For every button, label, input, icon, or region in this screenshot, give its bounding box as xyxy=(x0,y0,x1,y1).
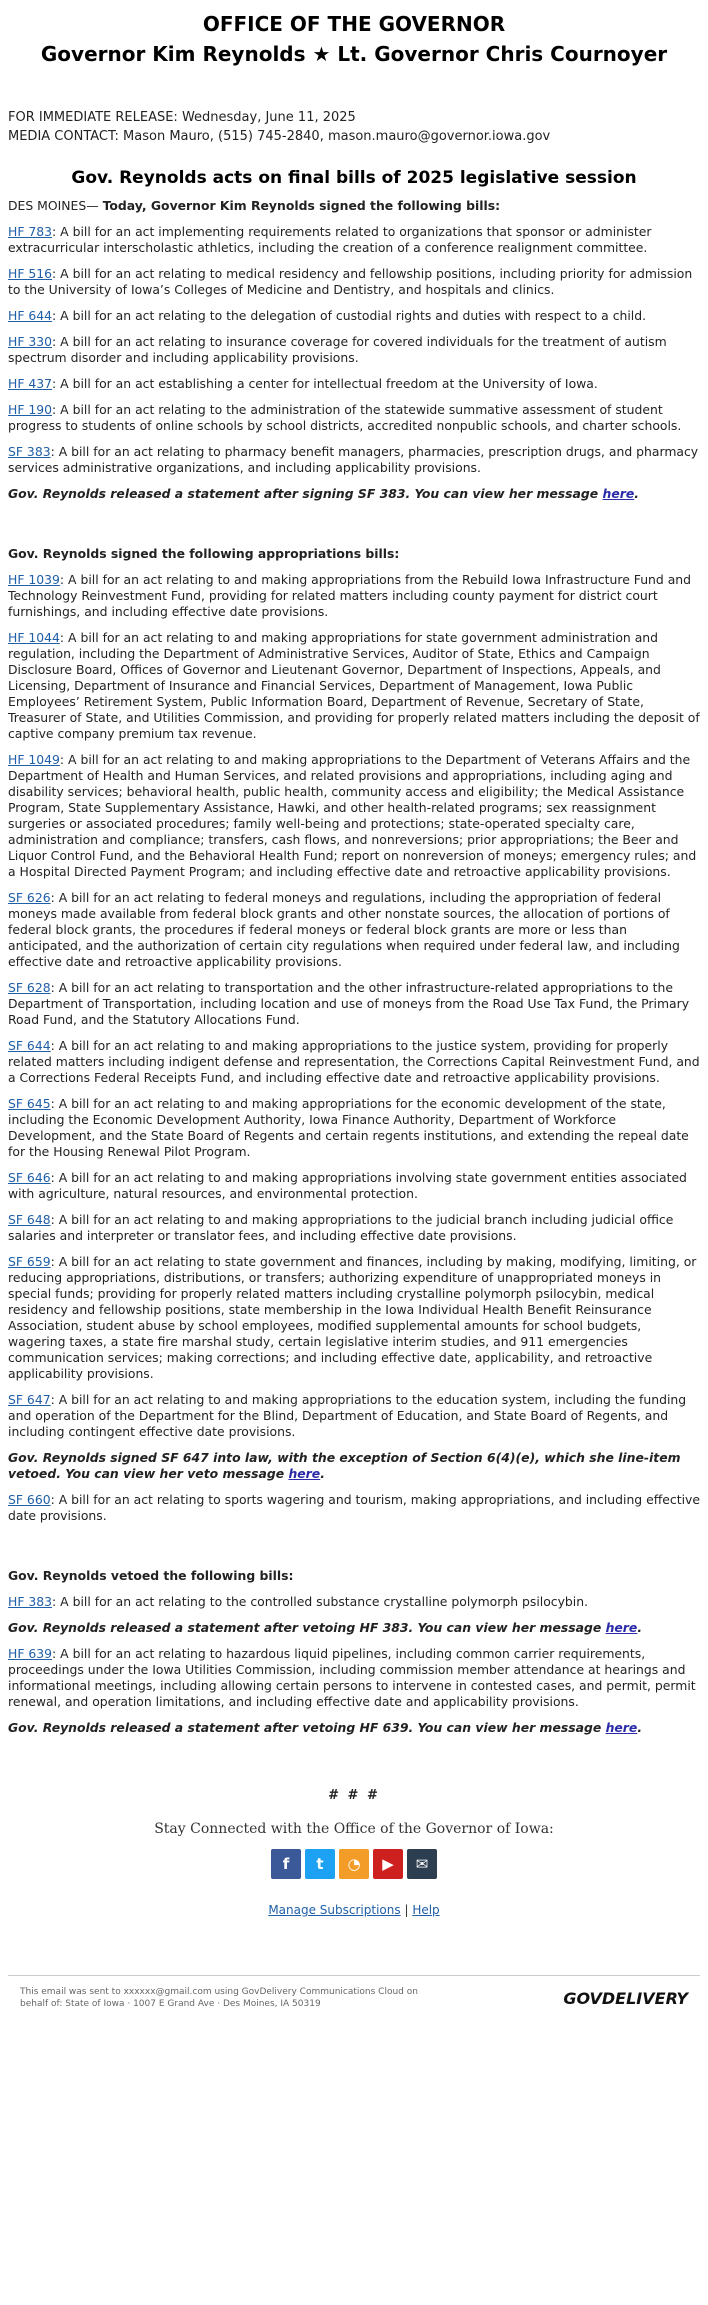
bill-description: : A bill for an act relating to and making appropriations for the economic development of the state, including the Economic Development Authority, Iowa Finance Authority, Department of Workforce Development, and the State Board of Regents and certain regents institutions, and extending the repeal date for the Housing Renewal Pilot Program. xyxy=(8,1096,689,1159)
statement-sf647 xyxy=(8,1450,700,1482)
dateline-prefix: DES MOINES— xyxy=(8,198,103,213)
bill-link[interactable]: SF 648 xyxy=(8,1212,51,1227)
bill-description: : A bill for an act relating to hazardous liquid pipelines, including common carrier requirements, proceedings under the Iowa Utilities Commission, including commission member attendance at hearings and informational meetings, including allowing certain persons to intervene in contested cases, and permit, permit renewal, and operation limitations, and including effective date and applicability provisions. xyxy=(8,1646,696,1709)
bill-item xyxy=(8,1254,700,1382)
bill-link[interactable]: SF 646 xyxy=(8,1170,51,1185)
bill-item xyxy=(8,1096,700,1160)
bill-item xyxy=(8,572,700,620)
bill-item xyxy=(8,376,700,392)
bill-link[interactable]: SF 647 xyxy=(8,1392,51,1407)
bill-link[interactable]: HF 783 xyxy=(8,224,53,239)
govdelivery-icon[interactable]: ✉ xyxy=(407,1849,437,1879)
footer xyxy=(8,1975,700,2010)
statement-text: Gov. Reynolds released a statement after signing SF 383. You can view her message xyxy=(8,486,603,501)
dateline-text: Today, Governor Kim Reynolds signed the following bills: xyxy=(102,198,501,213)
office-title: OFFICE OF THE GOVERNOR xyxy=(202,12,506,36)
bill-description: : A bill for an act relating to and making appropriations for state government administration and regulation, including the Department of Administrative Services, Auditor of State, Ethics and Campaign Disclosure Board, Offices of Governor and Lieutenant Governor, Department of Inspections, Appeals, and Licensing, Department of Insurance and Financial Services, Department of Management, Iowa Public Employees’ Retirement System, Public Information Board, Department of Revenue, Secretary of State, Treasurer of State, and Utilities Commission, and providing for properly related matters including the deposit of captive company premium tax revenue. xyxy=(8,630,700,741)
manage-subscriptions-link[interactable]: Manage Subscriptions xyxy=(268,1903,401,1917)
bill-description: : A bill for an act relating to the controlled substance crystalline polymorph psilocybin. xyxy=(52,1594,589,1609)
bill-item xyxy=(8,1646,700,1710)
bill-item xyxy=(8,980,700,1028)
governors-title: Governor Kim Reynolds ★ Lt. Governor Chris Cournoyer xyxy=(40,42,668,66)
statement-end: . xyxy=(637,1620,643,1635)
social-icons xyxy=(8,1849,700,1879)
footer-text: This email was sent to xxxxxx@gmail.com using GovDelivery Communications Cloud on behalf of: State of Iowa · 1007 E Grand Ave · Des Moines, IA 50319 xyxy=(20,1987,418,2009)
appropriations-title: Gov. Reynolds signed the following appropriations bills: xyxy=(8,546,400,561)
bill-item xyxy=(8,402,700,434)
media-contact: MEDIA CONTACT: Mason Mauro, (515) 745-2840, mason.mauro@governor.iowa.gov xyxy=(8,129,551,144)
bill-item xyxy=(8,224,700,256)
bill-description: : A bill for an act establishing a center for intellectual freedom at the University of Iowa. xyxy=(52,376,598,391)
bill-link[interactable]: HF 639 xyxy=(8,1646,53,1661)
bill-description: : A bill for an act relating to and making appropriations to the justice system, providing for properly related matters including indigent defense and representation, the Corrections Capital Reinvestment Fund, and a Corrections Federal Receipts Fund, and including effective date and retroactive applicability provisions. xyxy=(8,1038,700,1085)
bill-item xyxy=(8,630,700,742)
statement-text: Gov. Reynolds released a statement after vetoing HF 639. You can view her message xyxy=(8,1720,606,1735)
statement-sf383 xyxy=(8,486,700,502)
bill-link[interactable]: SF 660 xyxy=(8,1492,51,1507)
bill-description: : A bill for an act relating to and making appropriations to the education system, including the funding and operation of the Department for the Blind, Department of Education, and State Board of Regents, and including contingent effective date provisions. xyxy=(8,1392,687,1439)
bill-link[interactable]: HF 437 xyxy=(8,376,53,391)
rss-icon[interactable]: ◔ xyxy=(339,1849,369,1879)
bill-description: : A bill for an act relating to sports wagering and tourism, making appropriations, and including effective date provisions. xyxy=(8,1492,700,1523)
bill-item xyxy=(8,752,700,880)
bill-description: : A bill for an act relating to and making appropriations to the Department of Veterans Affairs and the Department of Health and Human Services, and related provisions and appropriations, including aging and disability services; behavioral health, public health, community access and eligibility; the Medical Assistance Program, State Supplementary Assistance, Hawki, and other health-related programs; sex reassignment surgeries or associated procedures; family well-being and protections; state-operated specialty care, administration and compliance; transfers, cash flows, and nonreversions; prior appropriations; the Beer and Liquor Control Fund, and the Behavioral Health Fund; report on nonreversion of moneys; emergency rules; and a Hospital Directed Payment Program; and including effective date and retroactive applicability provisions. xyxy=(8,752,697,879)
bill-item xyxy=(8,334,700,366)
bill-description: : A bill for an act relating to and making appropriations from the Rebuild Iowa Infrastructure Fund and Technology Reinvestment Fund, providing for related matters including county payment for district court furnishings, and including effective date provisions. xyxy=(8,572,692,619)
bill-link[interactable]: SF 659 xyxy=(8,1254,51,1269)
bill-item xyxy=(8,1170,700,1202)
link-separator: | xyxy=(404,1903,409,1917)
bill-description: : A bill for an act relating to transportation and the other infrastructure-related appropriations to the Department of Transportation, including location and use of moneys from the Road Use Tax Fund, the Primary Road Fund, and the Statutory Allocations Fund. xyxy=(8,980,690,1027)
bill-description: : A bill for an act relating to and making appropriations to the judicial branch including judicial office salaries and interpreter or translator fees, and including effective date provisions. xyxy=(8,1212,674,1243)
headline: Gov. Reynolds acts on final bills of 2025 legislative session xyxy=(71,168,637,188)
bill-link[interactable]: SF 644 xyxy=(8,1038,51,1053)
bill-description: : A bill for an act relating to pharmacy benefit managers, pharmacies, prescription drugs, and pharmacy services administrative organizations, and including applicability provisions. xyxy=(8,444,699,475)
bill-description: : A bill for an act relating to state government and finances, including by making, modifying, limiting, or reducing appropriations, distributions, or transfers; authorizing expenditure of unappropriated moneys in special funds; providing for properly related matters including crystalline polymorph psilocybin, medical residency and fellowship positions, state membership in the Iowa Individual Health Benefit Reinsurance Association, student abuse by school employees, modified supplemental amounts for school budgets, wagering taxes, a state fire marshal study, certain legislative interim studies, and 911 emergencies communication services; making corrections; and including effective date, applicability, and retroactive applicability provisions. xyxy=(8,1254,697,1381)
vetoed-title: Gov. Reynolds vetoed the following bills: xyxy=(8,1568,294,1583)
bill-item xyxy=(8,1492,700,1524)
stay-connected: Stay Connected with the Office of the Governor of Iowa: xyxy=(154,1821,554,1837)
bill-description: : A bill for an act relating to medical residency and fellowship positions, including priority for admission to the University of Iowa’s Colleges of Medicine and Dentistry, and hospitals and clinics. xyxy=(8,266,693,297)
bill-item xyxy=(8,1212,700,1244)
release-info xyxy=(8,108,700,146)
bill-item xyxy=(8,1392,700,1440)
statement-hf383 xyxy=(8,1620,700,1636)
facebook-icon[interactable]: f xyxy=(271,1849,301,1879)
statement-end: . xyxy=(634,486,639,501)
bill-link[interactable]: HF 1039 xyxy=(8,572,60,587)
bill-item xyxy=(8,266,700,298)
end-mark: # # # xyxy=(328,1788,380,1803)
govdelivery-logo: GOVDELIVERY xyxy=(563,1988,688,2008)
bill-description: : A bill for an act relating to the delegation of custodial rights and duties with respect to a child. xyxy=(52,308,647,323)
bill-description: : A bill for an act implementing requirements related to organizations that sponsor or administer extracurricular interscholastic athletics, including the creation of a conference realignment committee. xyxy=(8,224,652,255)
bill-item xyxy=(8,890,700,970)
statement-link[interactable]: here xyxy=(288,1466,321,1481)
bill-link[interactable]: HF 644 xyxy=(8,308,53,323)
bill-description: : A bill for an act relating to federal moneys and regulations, including the appropriation of federal moneys made available from federal block grants and other nonstate sources, the allocation of portions of federal block grants, the procedures if federal moneys or federal block grants are more or less than anticipated, and the authorization of certain city regulations when required under federal law, and including effective date and retroactive applicability provisions. xyxy=(8,890,680,969)
bill-item xyxy=(8,308,700,324)
help-link[interactable]: Help xyxy=(412,1903,440,1917)
statement-end: . xyxy=(320,1466,325,1481)
release-date: FOR IMMEDIATE RELEASE: Wednesday, June 11, 2025 xyxy=(8,110,356,125)
bill-link[interactable]: HF 516 xyxy=(8,266,53,281)
bill-item xyxy=(8,444,700,476)
bill-link[interactable]: HF 383 xyxy=(8,1594,53,1609)
bill-link[interactable]: HF 330 xyxy=(8,334,53,349)
bill-link[interactable]: HF 1044 xyxy=(8,630,60,645)
press-release xyxy=(0,12,708,2010)
statement-text: Gov. Reynolds signed SF 647 into law, with the exception of Section 6(4)(e), which she line-item vetoed. You can view her veto message xyxy=(8,1450,681,1481)
bill-item xyxy=(8,1038,700,1086)
dateline xyxy=(8,198,700,214)
bill-link[interactable]: SF 383 xyxy=(8,444,51,459)
statement-link[interactable]: here xyxy=(605,1620,638,1635)
statement-end: . xyxy=(637,1720,643,1735)
bill-link[interactable]: HF 190 xyxy=(8,402,53,417)
bill-description: : A bill for an act relating to the administration of the statewide summative assessment of student progress to students of online schools by school districts, accredited nonpublic schools, and charter schools. xyxy=(8,402,682,433)
bill-link[interactable]: HF 1049 xyxy=(8,752,60,767)
statement-link[interactable]: here xyxy=(605,1720,638,1735)
bill-item xyxy=(8,1594,700,1610)
bill-description: : A bill for an act relating to insurance coverage for covered individuals for the treatment of autism spectrum disorder and including applicability provisions. xyxy=(8,334,667,365)
statement-hf639 xyxy=(8,1720,700,1736)
subscription-links xyxy=(8,1903,700,1917)
statement-link[interactable]: here xyxy=(602,486,635,501)
bill-link[interactable]: SF 626 xyxy=(8,890,51,905)
bill-link[interactable]: SF 645 xyxy=(8,1096,51,1111)
bill-description: : A bill for an act relating to and making appropriations involving state government entities associated with agriculture, natural resources, and environmental protection. xyxy=(8,1170,687,1201)
bill-link[interactable]: SF 628 xyxy=(8,980,51,995)
statement-text: Gov. Reynolds released a statement after vetoing HF 383. You can view her message xyxy=(8,1620,606,1635)
youtube-icon[interactable]: ▶ xyxy=(373,1849,403,1879)
twitter-icon[interactable]: t xyxy=(305,1849,335,1879)
